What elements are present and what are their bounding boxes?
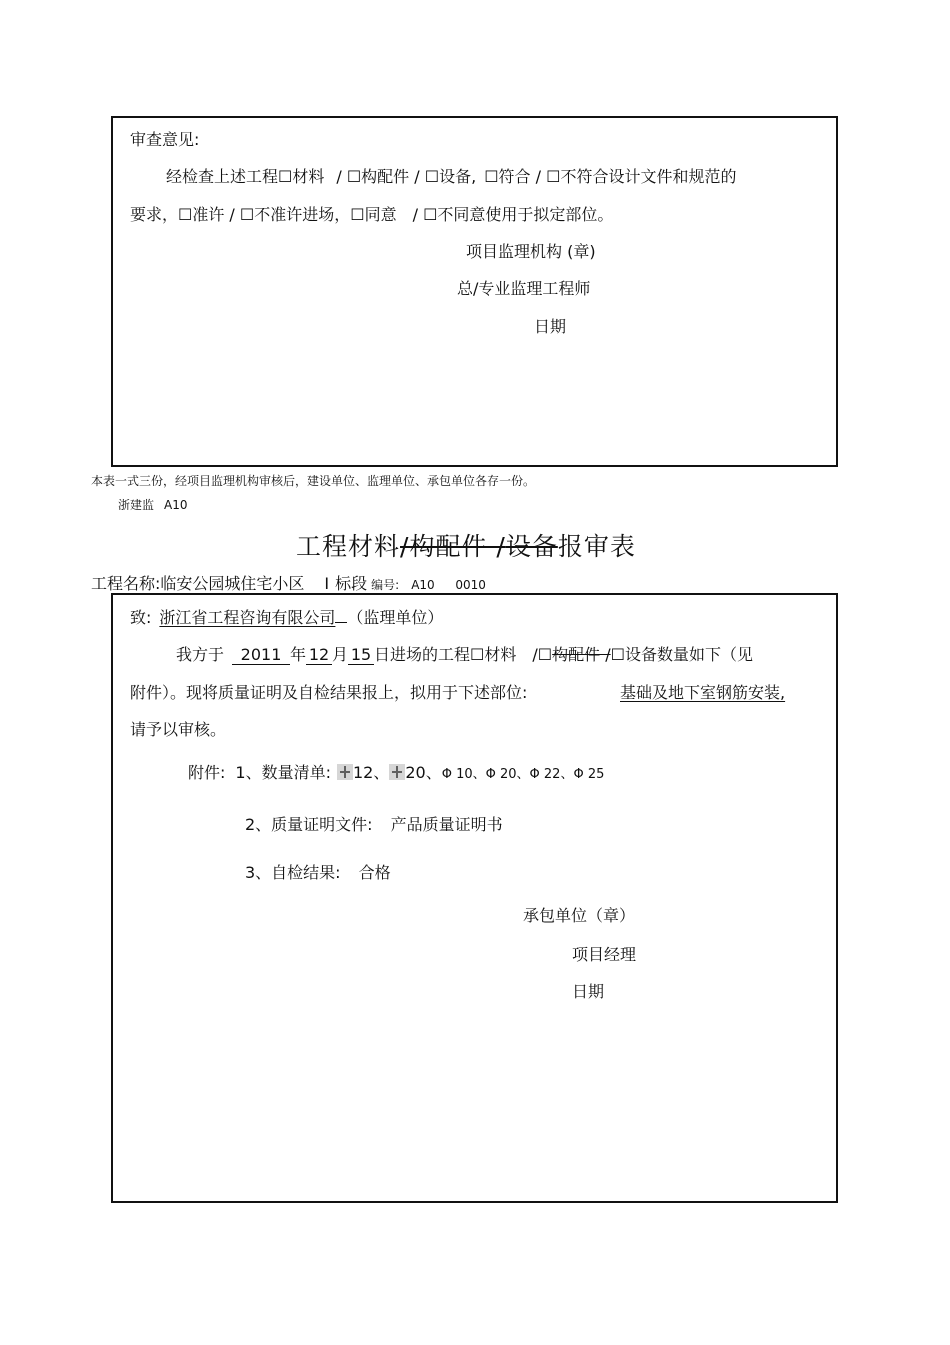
attachment-3 bbox=[245, 860, 391, 883]
section-label: 标段 bbox=[335, 574, 368, 593]
entry-month: 12 bbox=[306, 646, 332, 665]
review-line-2: 要求，☐准许 / ☐不准许进场，☐同意 / ☐不同意使用于拟定部位。 bbox=[130, 205, 614, 224]
project-line bbox=[91, 571, 501, 594]
install-location: 基础及地下室钢筋安装, bbox=[620, 683, 786, 702]
form-code-prefix: 浙建监 bbox=[118, 498, 155, 512]
form-code bbox=[118, 496, 188, 513]
entry-day: 15 bbox=[348, 646, 374, 665]
attachment-1-c: Φ 10、Φ 20、Φ 22、Φ 25 bbox=[441, 767, 605, 782]
attachment-3-label: 3、自检结果: bbox=[245, 863, 341, 882]
review-line-1c: ☐符合 / ☐不符合设计文件和规范的 bbox=[484, 167, 737, 186]
review-heading: 审查意见: bbox=[130, 130, 200, 149]
entry-p4: ☐设备数量如下（见 bbox=[610, 645, 753, 664]
section-roman: Ⅰ bbox=[324, 574, 330, 593]
footnote: 本表一式三份，经项目监理机构审核后，建设单位、监理单位、承包单位各存一份。 bbox=[91, 474, 536, 488]
attachment-2-label: 2、质量证明文件: bbox=[245, 815, 373, 834]
entry-p1: 我方于 bbox=[176, 645, 225, 664]
contractor-seal: 承包单位（章） bbox=[523, 906, 636, 925]
attachment-1-b: 20、 bbox=[405, 763, 442, 782]
number-prefix: A10 bbox=[411, 578, 435, 592]
title-part-a: 工程材料 bbox=[296, 532, 401, 561]
rebar-icon bbox=[337, 764, 353, 780]
entry-p2: 日进场的工程☐材料 /☐ bbox=[374, 645, 553, 664]
attachment-2 bbox=[245, 812, 503, 835]
number-label: 编号: bbox=[371, 578, 400, 592]
attachment-1-label: 1、数量清单: bbox=[235, 763, 331, 782]
attachment-1 bbox=[188, 760, 604, 783]
entry-p5: 附件）。现将质量证明及自检结果报上，拟用于下述部位: bbox=[130, 683, 528, 702]
attachment-2-value: 产品质量证明书 bbox=[390, 815, 503, 834]
application-date: 日期 bbox=[572, 982, 605, 1001]
entry-line bbox=[176, 642, 753, 665]
attachment-1-a: 12、 bbox=[352, 763, 390, 782]
review-engineer: 总/专业监理工程师 bbox=[457, 279, 591, 298]
to-label: 致: bbox=[130, 608, 152, 627]
review-org: 项目监理机构 (章) bbox=[466, 242, 596, 261]
attachment-label: 附件: bbox=[188, 763, 226, 782]
entry-year-unit: 年 bbox=[290, 645, 307, 664]
to-suffix: （监理单位） bbox=[347, 608, 444, 627]
attachment-3-value: 合格 bbox=[358, 863, 391, 882]
title-part-c: 设备 bbox=[505, 532, 558, 561]
review-date: 日期 bbox=[534, 317, 567, 336]
rebar-icon bbox=[389, 764, 405, 780]
review-line-1a: 经检查上述工程☐材料 bbox=[166, 167, 325, 186]
title-part-b: /构配件 / bbox=[400, 532, 506, 561]
entry-p6: 请予以审核。 bbox=[130, 720, 227, 739]
to-unit: 浙江省工程咨询有限公司 bbox=[159, 608, 336, 627]
number-value: 0010 bbox=[441, 579, 501, 594]
form-title bbox=[296, 527, 636, 563]
entry-p3: 构配件 / bbox=[552, 645, 611, 664]
project-manager: 项目经理 bbox=[572, 945, 637, 964]
project-label: 工程名称: bbox=[91, 574, 161, 593]
review-line-1b: / ☐构配件 / ☐设备, bbox=[336, 167, 477, 186]
entry-year: 2011 bbox=[232, 646, 290, 665]
to-line bbox=[130, 605, 443, 628]
title-part-d: 报审表 bbox=[557, 532, 636, 561]
entry-month-unit: 月 bbox=[332, 645, 349, 664]
form-code-value: A10 bbox=[164, 498, 188, 512]
review-line-1 bbox=[166, 164, 736, 187]
project-name: 临安公园城住宅小区 bbox=[160, 574, 305, 593]
